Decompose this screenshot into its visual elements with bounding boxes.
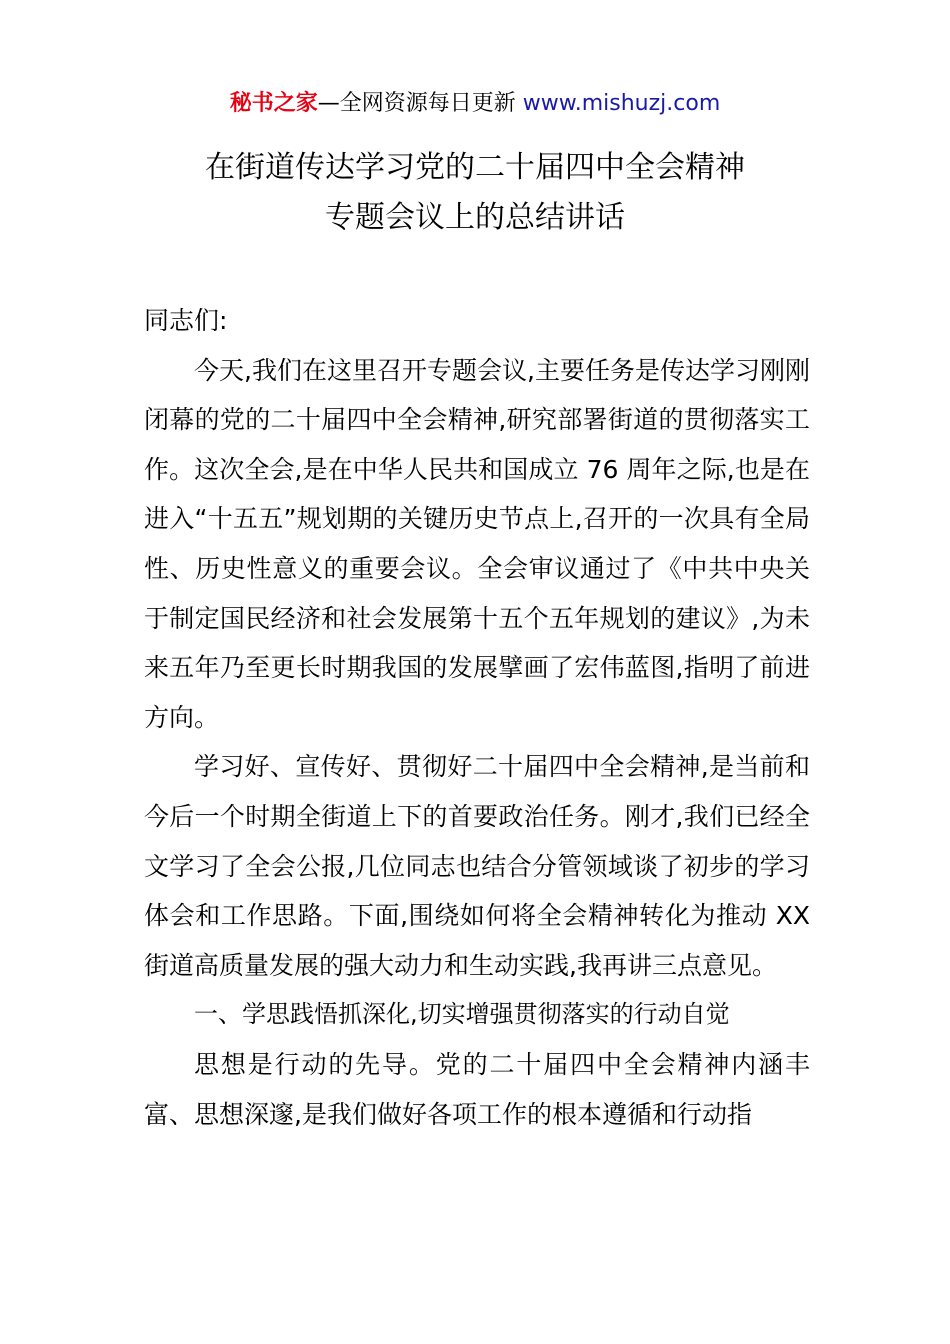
- site-brand: 秘书之家: [229, 91, 318, 116]
- document-body: [144, 296, 810, 1139]
- paragraph-section-1: 思想是行动的先导。党的二十届四中全会精神内涵丰富、思想深邃,是我们做好各项工作的根本遵循和行动指: [144, 1049, 810, 1129]
- header-tagline: 全网资源每日更新: [339, 91, 516, 116]
- document-title-line2: 专题会议上的总结讲话: [325, 200, 625, 235]
- site-header: [0, 88, 950, 120]
- document-title-line1: 在街道传达学习党的二十届四中全会精神: [205, 150, 745, 185]
- paragraph-intro: 今天,我们在这里召开专题会议,主要任务是传达学习刚刚闭幕的党的二十届四中全会精神,研究部署街道的贯彻落实工作。这次全会,是在中华人民共和国成立 76 周年之际,也是在进入“十五五”规划期的关键历史节点上,召开的一次具有全局性、历史性意义的重要会议。全会审议通过了《中共中央关于制定国民经济和社会发展第十五个五年规划的建议》,为未来五年乃至更长时期我国的发展擘画了宏伟蓝图,指明了前进方向。: [144, 355, 810, 732]
- paragraph-task: 学习好、宣传好、贯彻好二十届四中全会精神,是当前和今后一个时期全街道上下的首要政治任务。刚才,我们已经全文学习了全会公报,几位同志也结合分管领域谈了初步的学习体会和工作思路。下面,围绕如何将全会精神转化为推动 XX 街道高质量发展的强大动力和生动实践,我再讲三点意见。: [144, 752, 810, 980]
- header-separator: —: [317, 91, 340, 116]
- section-heading-1: 一、学思践悟抓深化,切实增强贯彻落实的行动自觉: [194, 1000, 730, 1029]
- site-url-link[interactable]: www.mishuzj.com: [522, 91, 721, 116]
- salutation: 同志们:: [144, 306, 228, 335]
